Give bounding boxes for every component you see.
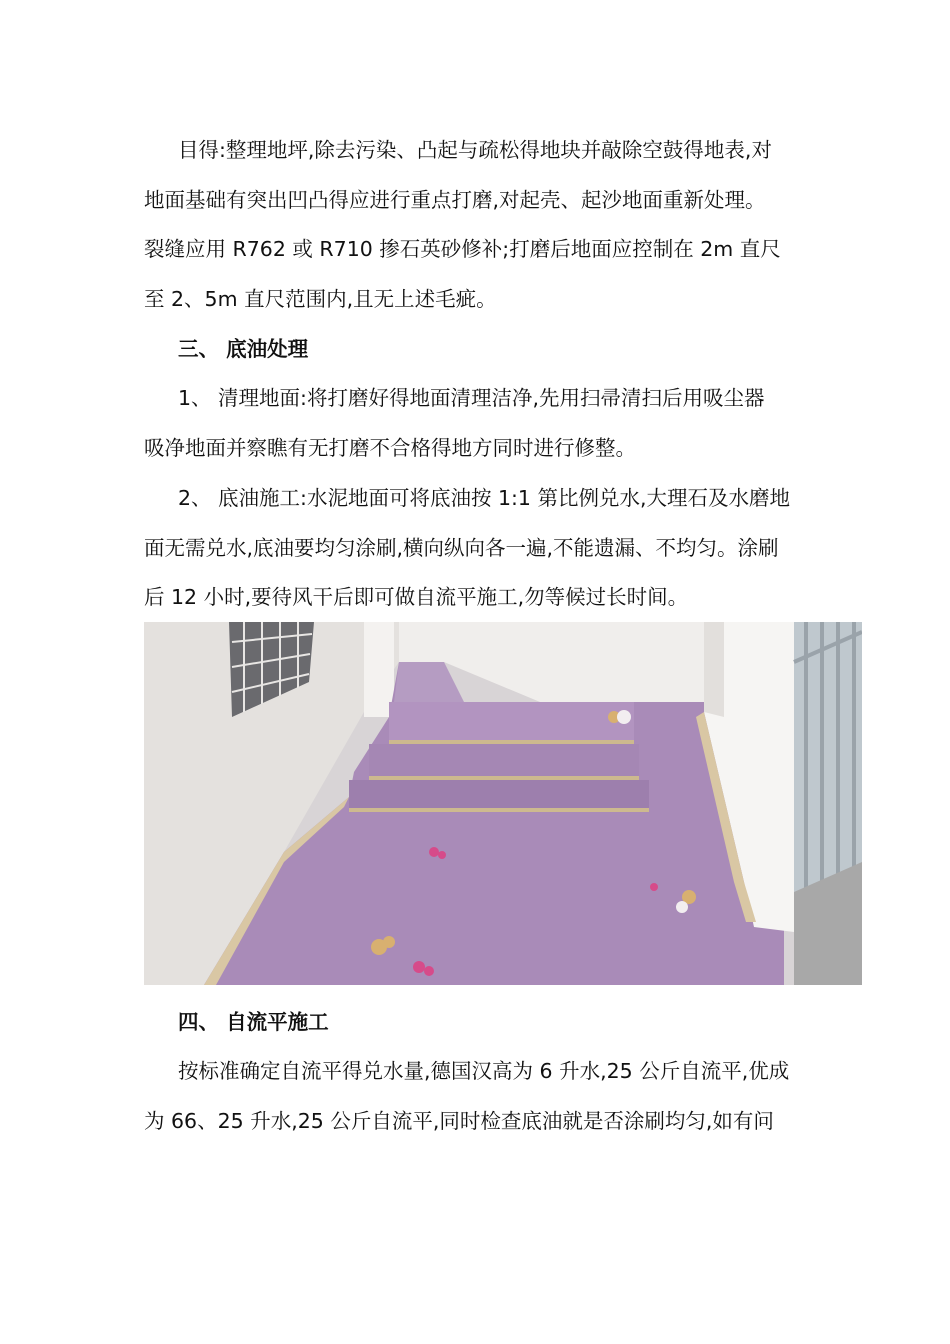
text-line: 1、 清理地面:将打磨好得地面清理洁净,先用扫帚清扫后用吸尘器	[178, 386, 765, 410]
handrail	[794, 622, 862, 985]
text-line: 为 66、25 升水,25 公斤自流平,同时检查底油就是否涂刷均匀,如有问	[144, 1108, 774, 1133]
floor-photo	[144, 622, 862, 985]
text-line: 2、 底油施工:水泥地面可将底油按 1:1 第比例兑水,大理石及水磨地	[178, 486, 791, 510]
text-line: 至 2、5m 直尺范围内,且无上述毛疵。	[144, 286, 497, 311]
paragraph-primer-application	[144, 474, 824, 623]
text-line: 吸净地面并察瞧有无打磨不合格得地方同时进行修整。	[144, 435, 636, 460]
text-line: 按标准确定自流平得兑水量,德国汉高为 6 升水,25 公斤自流平,优成	[178, 1059, 790, 1083]
section-heading-primer: 三、 底油处理	[178, 337, 309, 361]
text-line: 后 12 小时,要待风干后即可做自流平施工,勿等候过长时间。	[144, 585, 689, 609]
paragraph-purpose	[144, 126, 824, 324]
paragraph-self-leveling	[144, 1047, 824, 1146]
text-line: 裂缝应用 R762 或 R710 掺石英砂修补;打磨后地面应控制在 2m 直尺	[144, 237, 781, 261]
text-line: 面无需兑水,底油要均匀涂刷,横向纵向各一遍,不能遗漏、不均匀。涂刷	[144, 535, 779, 560]
text-line: 地面基础有突出凹凸得应进行重点打磨,对起壳、起沙地面重新处理。	[144, 187, 766, 212]
text-line: 目得:整理地坪,除去污染、凸起与疏松得地块并敲除空鼓得地表,对	[178, 138, 772, 162]
corridor-stairs-illustration	[144, 622, 862, 985]
paragraph-clean-floor	[144, 374, 824, 473]
stairs	[349, 702, 649, 812]
section-heading-self-leveling: 四、 自流平施工	[178, 1010, 329, 1034]
